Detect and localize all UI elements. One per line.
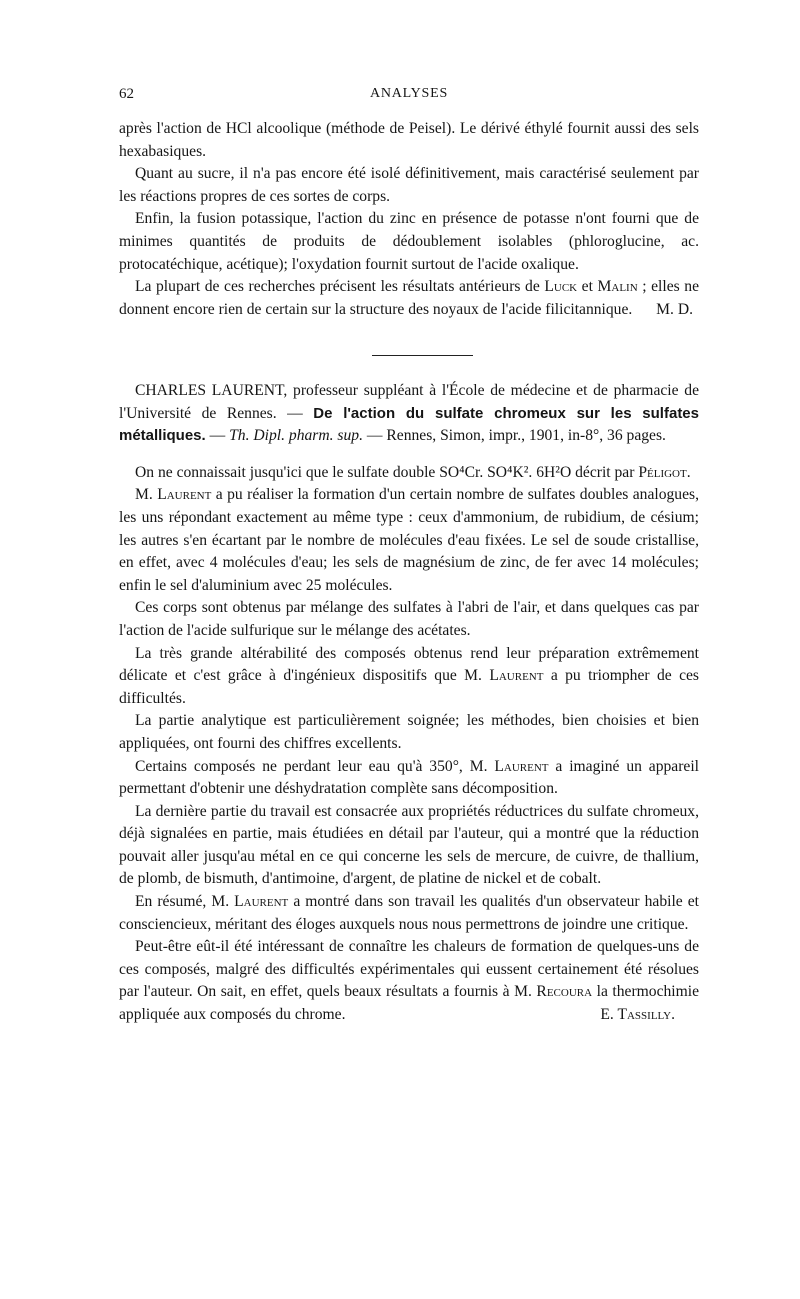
paragraph: La partie analytique est particulièrement soignée; les méthodes, bien choisies et bien appliquées, ont fourni des chiffres excellents. — [119, 712, 699, 752]
text-run: M. — [135, 486, 153, 504]
review-continuation — [119, 118, 699, 321]
text-run: la thermochimie appliquée aux composés du chrome. — [119, 983, 700, 1024]
paragraph: Enfin, la fusion potassique, l'action du zinc en présence de potasse n'ont fourni que de minimes quantités de produits de dédoublement isolables (phloroglucine, ac. protocatéchique, acétique); l'oxydation fournit surtout de l'acide oxalique. — [119, 210, 699, 273]
author-name: Luck — [544, 278, 578, 296]
text-run: — — [209, 427, 226, 445]
author-name: Recoura — [536, 983, 593, 1001]
paragraph — [119, 936, 699, 1026]
author-name: Laurent — [494, 757, 549, 775]
author-name: Malin — [597, 278, 638, 296]
text-run: Certains composés ne perdant leur eau qu'à 350°, M. — [135, 757, 488, 775]
text-run: On ne connaissait jusqu'ici que le sulfate double SO⁴Cr. SO⁴K². 6H²O décrit par — [135, 463, 635, 481]
paragraph: La dernière partie du travail est consacrée aux propriétés réductrices du sulfate chromeux, déjà signalées en partie, mais étudiées en détail par l'auteur, qui a montré que la réduction pouvait aller jusqu'au métal en ce qui concerne les sels de mercure, de cuivre, de thallium, de plomb, de bismuth, d'antimoine, d'argent, de platine de nickel et de cobalt. — [119, 802, 699, 888]
text-run: a pu réaliser la formation d'un certain nombre de sulfates doubles analogues, les uns répondant exactement au même type : ceux d'ammonium, de rubidium, de césium; les autres s'en écartant par le nombre de molécules d'eau fixées. Le sel de soude cristallise, en effet, avec 4 molécules d'eau; les sels de magnésium de zinc, de fer avec 14 molécules; enfin le sel d'aluminium avec 25 molécules. — [119, 486, 699, 594]
running-title: ANALYSES — [369, 86, 449, 101]
paragraph — [119, 484, 699, 597]
paragraph: Ces corps sont obtenus par mélange des sulfates à l'abri de l'air, et dans quelques cas par l'action de l'acide sulfurique sur le mélange des acétates. — [119, 599, 699, 639]
running-header — [119, 86, 699, 108]
paragraph: Quant au sucre, il n'a pas encore été isolé définitivement, mais caractérisé seulement par les réactions propres de ces sortes de corps. — [119, 165, 699, 205]
review-laurent — [119, 380, 699, 1027]
text-run: En résumé, M. — [135, 893, 230, 911]
bibliographic-citation — [119, 380, 699, 448]
author-name: Laurent — [157, 486, 212, 504]
citation-publisher: — Rennes, Simon, impr., 1901, in-8°, 36 pages. — [366, 427, 666, 445]
author-name: Laurent — [489, 667, 544, 685]
paragraph — [119, 276, 699, 321]
text-run: a montré dans son travail les qualités d'un observateur habile et consciencieux, méritant des éloges auxquels nous nous permettrons de joindre une critique. — [119, 893, 699, 933]
text-run: a imaginé un appareil permettant d'obtenir une déshydratation complète sans décomposition. — [119, 757, 700, 798]
citation-title: De l'action du sulfate chromeux sur les sulfates métalliques. — [119, 404, 699, 445]
paragraph — [119, 756, 699, 801]
citation-series: Th. Dipl. pharm. sup. — [229, 427, 363, 445]
text-run: La plupart de ces recherches précisent les résultats antérieurs de — [135, 278, 540, 296]
author-name: Péligot. — [638, 463, 691, 481]
paragraph — [119, 891, 699, 936]
text-run: Peut-être eût-il été intéressant de connaître les chaleurs de formation de quelques-uns de ces composés, malgré des difficultés expérimentales qui eussent certainement été résolues par l'auteur. On sait, en effet, quels beaux résultats a fournis à M. — [119, 938, 699, 1001]
text-run: La très grande altérabilité des composés obtenus rend leur préparation extrêmement délicate et c'est grâce à d'ingénieux dispositifs que M. — [119, 644, 699, 685]
citation-author: CHARLES LAURENT, professeur suppléant à l'École de médecine et de pharmacie de l'Université de Rennes. — — [119, 382, 699, 422]
reviewer-signature: M. D. — [656, 300, 693, 318]
text-run: ; elles ne donnent encore rien de certain sur la structure des noyaux de l'acide filicitannique. — [119, 278, 699, 318]
text-run: et — [581, 278, 593, 296]
paragraph — [119, 643, 699, 711]
paragraph — [119, 462, 699, 485]
author-name: Laurent — [234, 893, 289, 911]
paragraph: après l'action de HCl alcoolique (méthode de Peisel). Le dérivé éthylé fournit aussi des sels hexabasiques. — [119, 120, 699, 160]
text-run: a pu triompher de ces difficultés. — [119, 667, 699, 707]
reviewer-signature: E. Tassilly. — [600, 1006, 675, 1024]
page-number: 62 — [119, 86, 134, 102]
section-divider — [372, 355, 473, 356]
